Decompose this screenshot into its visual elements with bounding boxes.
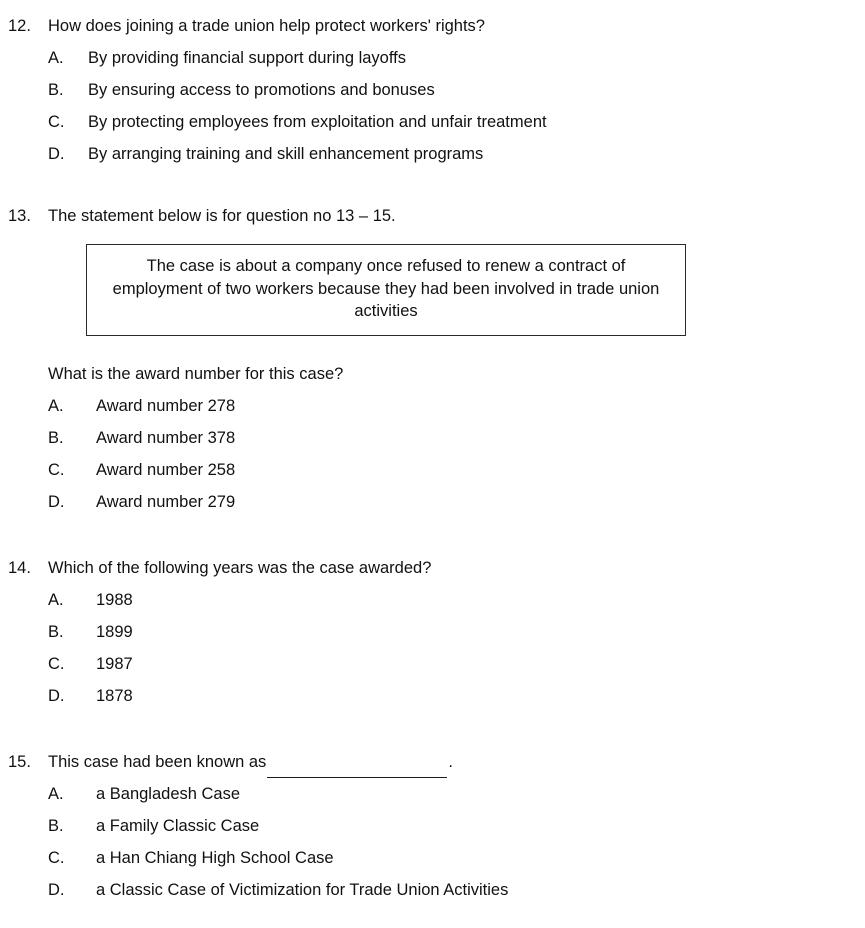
statement-box-wrapper — [0, 244, 865, 336]
statement-line-3: union activities — [354, 279, 660, 320]
option-letter: C. — [48, 460, 65, 479]
question-13-option-a[interactable] — [0, 390, 865, 422]
option-letter: C. — [48, 848, 65, 867]
option-text: 1988 — [96, 590, 133, 609]
question-14-number: 14. — [8, 558, 31, 577]
question-13-options — [0, 390, 865, 518]
option-letter: B. — [48, 428, 64, 447]
question-12-option-b[interactable] — [0, 74, 865, 106]
question-12-text: How does joining a trade union help protect workers' rights? — [48, 17, 485, 35]
question-15-option-d[interactable] — [0, 874, 865, 906]
option-text: By providing financial support during layoffs — [88, 49, 406, 67]
option-letter: D. — [48, 492, 65, 511]
option-text: 1987 — [96, 654, 133, 673]
option-text: By ensuring access to promotions and bonuses — [88, 81, 435, 99]
question-block-13 — [0, 200, 865, 518]
question-14-option-a[interactable] — [0, 584, 865, 616]
option-letter: D. — [48, 145, 65, 163]
question-15-option-a[interactable] — [0, 778, 865, 810]
question-15-text — [48, 746, 865, 778]
option-letter: B. — [48, 81, 64, 99]
statement-line-2: employment of two workers because they had been involved in trade — [112, 279, 615, 298]
question-14-option-b[interactable] — [0, 616, 865, 648]
option-letter: C. — [48, 654, 65, 673]
question-14-options — [0, 584, 865, 712]
option-text: Award number 378 — [96, 428, 236, 447]
question-13-option-d[interactable] — [0, 486, 865, 518]
question-block-12 — [0, 10, 865, 170]
option-text: Award number 258 — [96, 460, 236, 479]
question-13-number: 13. — [8, 207, 31, 225]
question-12-option-c[interactable] — [0, 106, 865, 138]
question-14-prompt — [0, 552, 865, 584]
option-text: Award number 279 — [96, 492, 236, 511]
question-13-sub-prompt: What is the award number for this case? — [48, 364, 344, 383]
option-letter: C. — [48, 113, 65, 131]
question-13-text: The statement below is for question no 13 – 15. — [48, 207, 396, 225]
question-13-option-b[interactable] — [0, 422, 865, 454]
option-letter: A. — [48, 396, 64, 415]
option-text: Award number 278 — [96, 396, 236, 415]
question-15-option-b[interactable] — [0, 810, 865, 842]
question-12-options — [0, 42, 865, 170]
option-letter: D. — [48, 880, 65, 899]
question-15-prompt — [0, 746, 865, 778]
question-15-option-c[interactable] — [0, 842, 865, 874]
question-15-text-before-blank: This case had been known as — [48, 752, 267, 771]
option-letter: B. — [48, 622, 64, 641]
option-text: 1899 — [96, 622, 133, 641]
fill-in-blank-line[interactable] — [267, 762, 447, 778]
question-13-option-c[interactable] — [0, 454, 865, 486]
option-text: By arranging training and skill enhancement programs — [88, 145, 484, 163]
question-15-number: 15. — [8, 752, 31, 771]
option-text: a Bangladesh Case — [96, 784, 241, 803]
statement-line-1: The case is about a company once refused to renew a contract of — [146, 257, 626, 275]
question-15-text-after-blank: . — [448, 752, 453, 771]
question-14-text: Which of the following years was the case awarded? — [48, 558, 432, 577]
question-15-options — [0, 778, 865, 906]
option-text: a Han Chiang High School Case — [96, 848, 334, 867]
question-12-option-d[interactable] — [0, 138, 865, 170]
question-12-option-a[interactable] — [0, 42, 865, 74]
question-13-prompt — [0, 200, 865, 232]
question-12-number: 12. — [8, 17, 31, 35]
question-12-prompt — [0, 10, 865, 42]
question-14-option-d[interactable] — [0, 680, 865, 712]
option-text: a Family Classic Case — [96, 816, 260, 835]
question-block-15 — [0, 746, 865, 906]
question-block-14 — [0, 552, 865, 712]
option-letter: A. — [48, 49, 64, 67]
option-text: 1878 — [96, 686, 133, 705]
option-letter: A. — [48, 784, 64, 803]
option-letter: B. — [48, 816, 64, 835]
option-letter: D. — [48, 686, 65, 705]
option-text: a Classic Case of Victimization for Trade Union Activities — [96, 880, 509, 899]
option-text: By protecting employees from exploitation and unfair treatment — [88, 113, 547, 131]
question-14-option-c[interactable] — [0, 648, 865, 680]
statement-box — [86, 244, 686, 336]
option-letter: A. — [48, 590, 64, 609]
